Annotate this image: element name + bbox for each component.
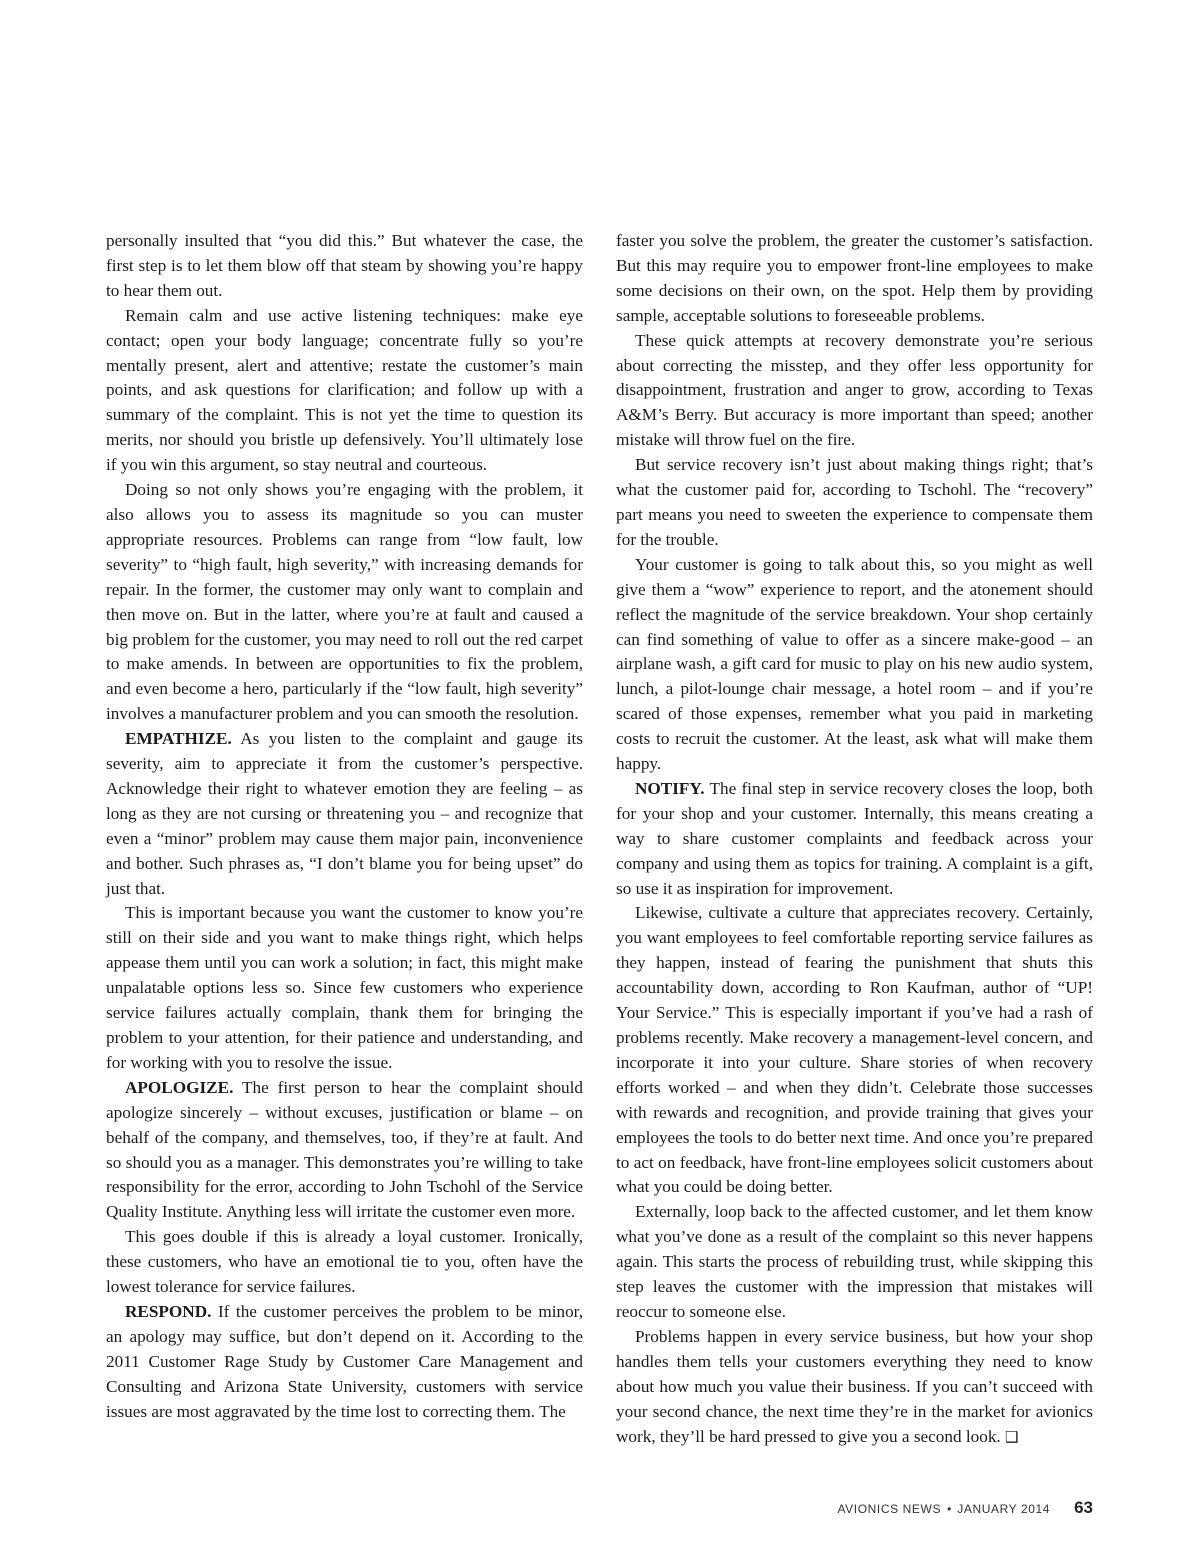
paragraph: This goes double if this is already a loyal customer. Ironically, these customers, who have an emotional tie to you, often have the lowest tolerance for service failures. <box>106 1227 583 1297</box>
paragraph: This is important because you want the customer to know you’re still on their side and you want to make things right, which helps appease them until you can work a solution; in fact, this might make unpalatable options less so. Since few customers who experience service failures actually complain, thank them for bringing the problem to your attention, for their patience and understanding, and for working with you to resolve the issue. <box>106 903 583 1072</box>
paragraph-final: Problems happen in every service business, but how your shop handles them tells your customers everything they need to know about how much you value their business. If you can’t succeed with your second chance, the next time they’re in the market for avionics work, they’ll be hard pressed to give you a second look. ❑ <box>616 1326 1093 1446</box>
section-lead-empathize: EMPATHIZE. <box>125 729 232 749</box>
paragraph: These quick attempts at recovery demonstrate you’re serious about correcting the misstep, and they offer less opportunity for disappointment, frustration and anger to grow, according to Texas A&M’s Berry. But accuracy is more important than speed; another mistake will throw fuel on the fire. <box>616 330 1093 450</box>
paragraph: personally insulted that “you did this.” But whatever the case, the first step is to let them blow off that steam by showing you’re happy to hear them out. <box>106 231 583 300</box>
paragraph: Likewise, cultivate a culture that appreciates recovery. Certainly, you want employees to feel comfortable reporting service failures as they happen, instead of fearing the punishment that shuts this accountability down, according to Ron Kaufman, author of “UP! Your Service.” This is especially important if you’ve had a rash of problems recently. Make recovery a management-level concern, and incorporate it into your culture. Share stories of when recovery efforts worked – and when they didn’t. Celebrate those successes with rewards and recognition, and provide training that gives your employees the tools to do better next time. And once you’re prepared to act on feedback, have front-line employees solicit customers about what you could be doing better. <box>616 903 1093 1197</box>
section-lead-notify: NOTIFY. <box>635 778 705 798</box>
end-of-article-box-icon: ❑ <box>1005 1427 1019 1446</box>
paragraph: faster you solve the problem, the greater the customer’s satisfaction. But this may require you to empower front-line employees to make some decisions on their own, on the spot. Help them by providing sample, acceptable solutions to foreseeable problems. <box>616 231 1093 325</box>
separator-bullet: • <box>947 1502 952 1516</box>
right-column <box>616 229 1093 1449</box>
paragraph: Externally, loop back to the affected customer, and let them know what you’ve done as a result of the complaint so this never happens again. This starts the process of rebuilding trust, while skipping this step leaves the customer with the impression that mistakes will reoccur to someone else. <box>616 1202 1093 1321</box>
section-lead-apologize: APOLOGIZE. <box>125 1077 234 1097</box>
paragraph-apologize: APOLOGIZE. The first person to hear the complaint should apologize sincerely – without excuses, justification or blame – on behalf of the company, and themselves, too, if they’re at fault. And so should you as a manager. This demonstrates you’re willing to take responsibility for the error, according to John Tschohl of the Service Quality Institute. Anything less will irritate the customer even more. <box>106 1077 583 1222</box>
paragraph: Remain calm and use active listening techniques: make eye contact; open your body language; concentrate fully so you’re mentally present, alert and attentive; restate the customer’s main points, and ask questions for clarification; and follow up with a summary of the complaint. This is not yet the time to question its merits, nor should you bristle up defensively. You’ll ultimately lose if you win this argument, so stay neutral and courteous. <box>106 305 583 475</box>
paragraph: Your customer is going to talk about this, so you might as well give them a “wow” experience to report, and the atonement should reflect the magnitude of the service breakdown. Your shop certainly can find something of value to offer as a sincere make-good – an airplane wash, a gift card for music to play on his new audio system, lunch, a pilot-lounge chair message, a hotel room – and if you’re scared of those expenses, remember what you paid in marketing costs to recruit the customer. At the least, ask what will make them happy. <box>616 554 1093 774</box>
publication-name: AVIONICS NEWS <box>837 1502 942 1516</box>
paragraph-notify: NOTIFY. The final step in service recovery closes the loop, both for your shop and your customer. Internally, this means creating a way to share customer complaints and feedback across your company and using them as topics for training. A complaint is a gift, so use it as inspiration for improvement. <box>616 778 1093 898</box>
section-lead-respond: RESPOND. <box>125 1301 212 1321</box>
paragraph: Doing so not only shows you’re engaging with the problem, it also allows you to assess its magnitude so you can muster appropriate resources. Problems can range from “low fault, low severity” to “high fault, high severity,” with increasing demands for repair. In the former, the customer may only want to complain and then move on. But in the latter, where you’re at fault and caused a big problem for the customer, you may need to roll out the red carpet to make amends. In between are opportunities to fix the problem, and even become a hero, particularly if the “low fault, high severity” involves a manufacturer problem and you can smooth the resolution. <box>106 480 583 724</box>
paragraph-empathize: EMPATHIZE. As you listen to the complaint and gauge its severity, aim to appreciate it from the customer’s perspective. Acknowledge their right to whatever emotion they are feeling – as long as they are not cursing or threatening you – and recognize that even a “minor” problem may cause them major pain, inconvenience and bother. Such phrases as, “I don’t blame you for being upset” do just that. <box>106 729 583 898</box>
issue-date: JANUARY 2014 <box>957 1502 1051 1516</box>
left-column <box>106 229 583 1425</box>
paragraph: But service recovery isn’t just about making things right; that’s what the customer paid for, according to Tschohl. The “recovery” part means you need to sweeten the experience to compensate them for the trouble. <box>616 455 1093 549</box>
paragraph-respond: RESPOND. If the customer perceives the problem to be minor, an apology may suffice, but don’t depend on it. According to the 2011 Customer Rage Study by Customer Care Management and Consulting and Arizona State University, customers with service issues are most aggravated by the time lost to correcting them. The <box>106 1301 583 1421</box>
page-number: 63 <box>1074 1498 1093 1517</box>
page-footer <box>837 1498 1093 1518</box>
